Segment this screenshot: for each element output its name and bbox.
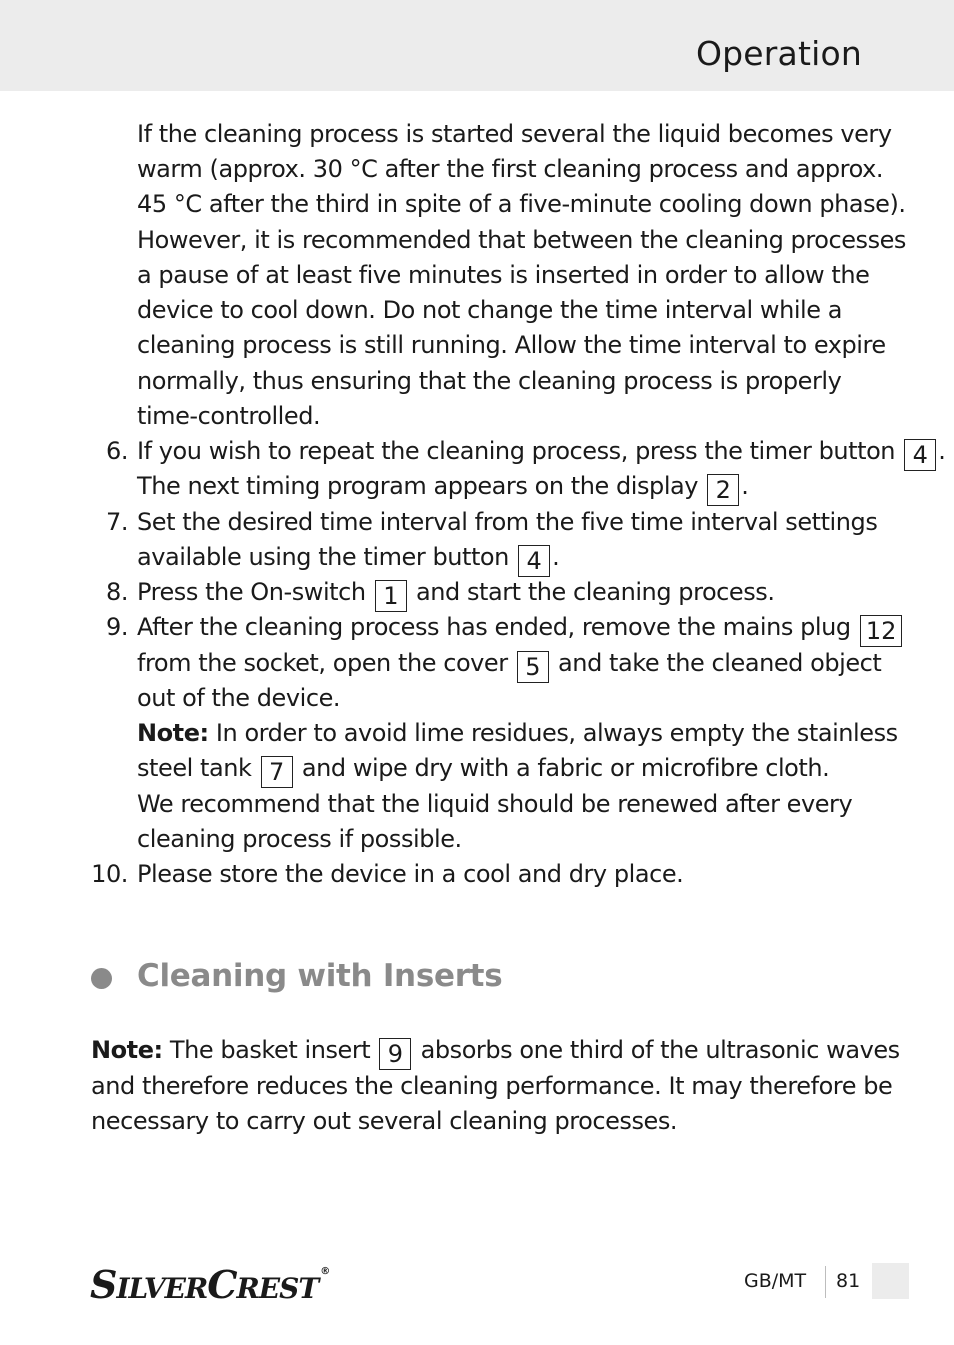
part-reference: 7 <box>261 756 293 788</box>
step-6-line <box>137 434 945 471</box>
intro-line: time-controlled. <box>137 402 321 430</box>
step-8-line <box>137 575 775 612</box>
step-number: 9. <box>106 613 128 641</box>
intro-line: cleaning process is still running. Allow the time interval to expire <box>137 331 886 359</box>
part-reference: 4 <box>518 545 550 577</box>
footer-tab-marker <box>872 1263 909 1299</box>
intro-line: If the cleaning process is started several the liquid becomes very <box>137 120 892 148</box>
step-text: After the cleaning process has ended, remove the mains plug <box>137 613 851 641</box>
step-number: 8. <box>106 578 128 606</box>
intro-line: warm (approx. 30 °C after the first cleaning process and approx. <box>137 155 883 183</box>
note-label: Note: <box>91 1036 163 1064</box>
step-9-line: out of the device. <box>137 684 341 712</box>
step-6-line <box>137 469 748 506</box>
step-9-note-line: cleaning process if possible. <box>137 825 462 853</box>
step-9-note-line <box>137 716 898 751</box>
section-note-line <box>91 1033 900 1070</box>
brand-logo: SILVERCREST® <box>90 1262 330 1307</box>
step-text: . <box>552 543 560 571</box>
intro-line: 45 °C after the third in spite of a five-minute cooling down phase). <box>137 190 906 218</box>
section-note-line: and therefore reduces the cleaning performance. It may therefore be <box>91 1072 893 1100</box>
step-text: . <box>741 472 749 500</box>
step-text: available using the timer button <box>137 543 509 571</box>
step-9-note-line: We recommend that the liquid should be renewed after every <box>137 790 853 818</box>
intro-line: normally, thus ensuring that the cleaning process is properly <box>137 367 842 395</box>
step-9-note-line <box>137 751 829 788</box>
section-note-line: necessary to carry out several cleaning processes. <box>91 1107 678 1135</box>
note-text: In order to avoid lime residues, always empty the stainless <box>215 719 898 747</box>
intro-line: a pause of at least five minutes is inserted in order to allow the <box>137 261 870 289</box>
note-label: Note: <box>137 719 209 747</box>
part-reference: 1 <box>375 580 407 612</box>
step-text: from the socket, open the cover <box>137 649 508 677</box>
part-reference: 2 <box>707 474 739 506</box>
section-bullet-icon <box>91 968 112 989</box>
note-text: absorbs one third of the ultrasonic waves <box>420 1036 900 1064</box>
step-text: . <box>938 437 946 465</box>
part-reference: 12 <box>860 615 903 647</box>
page-number: 81 <box>836 1270 861 1292</box>
step-text: If you wish to repeat the cleaning process, press the timer button <box>137 437 896 465</box>
step-number: 7. <box>106 508 128 536</box>
part-reference: 4 <box>904 439 936 471</box>
step-text: and take the cleaned object <box>558 649 882 677</box>
step-9-line <box>137 646 881 683</box>
step-number: 6. <box>106 437 128 465</box>
footer-divider <box>825 1266 826 1298</box>
intro-line: However, it is recommended that between the cleaning processes <box>137 226 906 254</box>
note-text: and wipe dry with a fabric or microfibre cloth. <box>301 754 830 782</box>
step-10-line: Please store the device in a cool and dry place. <box>137 860 684 888</box>
step-7-line <box>137 540 559 577</box>
step-text: Press the On-switch <box>137 578 366 606</box>
part-reference: 5 <box>517 651 549 683</box>
language-code: GB/MT <box>744 1270 807 1292</box>
step-7-line: Set the desired time interval from the five time interval settings <box>137 508 878 536</box>
page-title: Operation <box>695 34 862 73</box>
step-number: 10. <box>91 860 128 888</box>
note-text: The basket insert <box>169 1036 371 1064</box>
intro-line: device to cool down. Do not change the time interval while a <box>137 296 843 324</box>
note-text: steel tank <box>137 754 252 782</box>
section-heading: Cleaning with Inserts <box>137 958 503 994</box>
step-text: and start the cleaning process. <box>416 578 775 606</box>
step-9-line <box>137 610 904 647</box>
step-text: The next timing program appears on the display <box>137 472 699 500</box>
part-reference: 9 <box>379 1038 411 1070</box>
